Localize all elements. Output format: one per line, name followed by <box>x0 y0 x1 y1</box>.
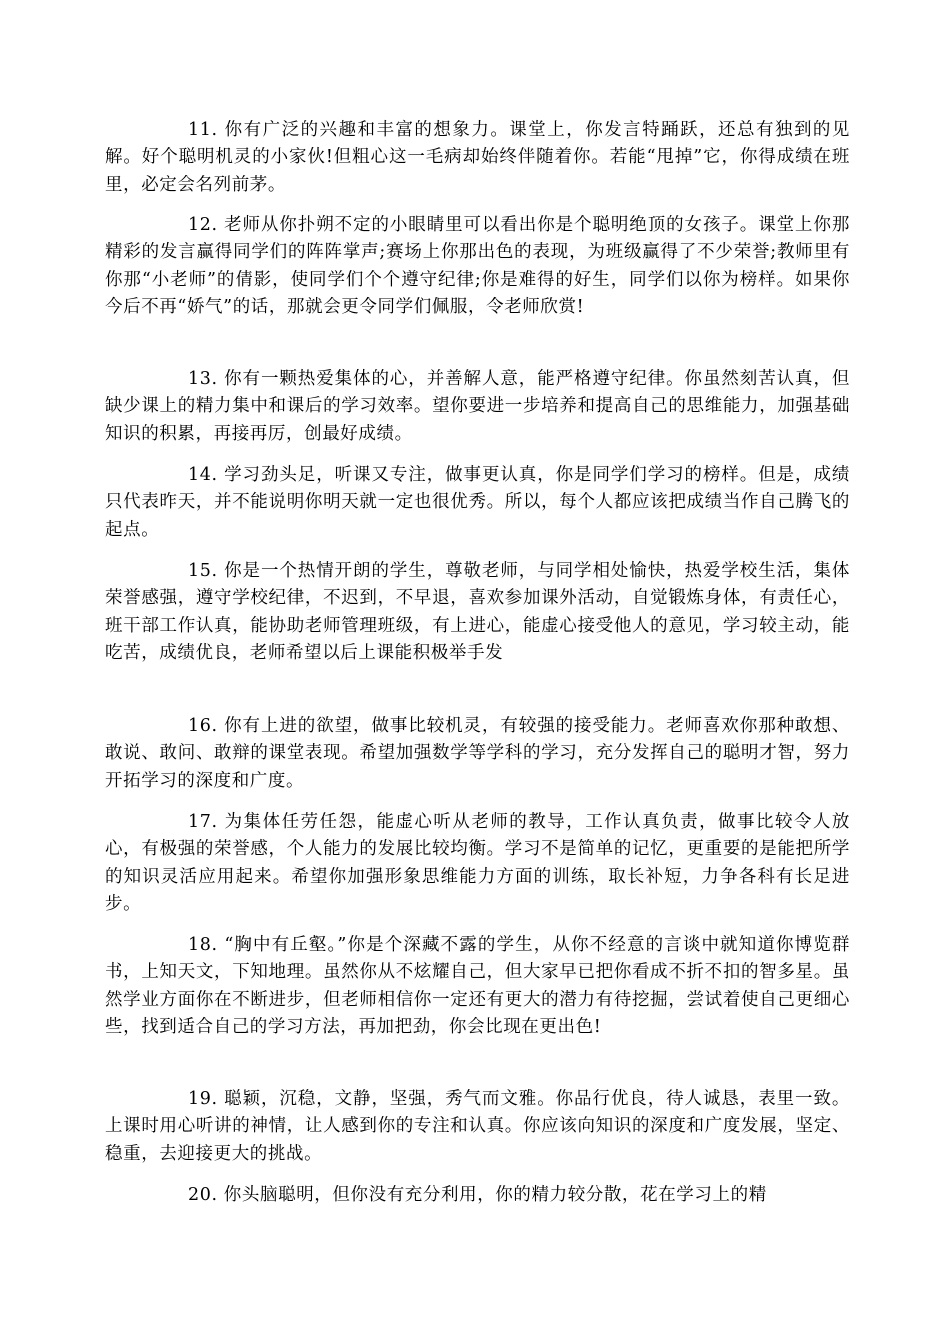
comment-paragraph-17: 17. 为集体任劳任怨，能虚心听从老师的教导，工作认真负责，做事比较令人放心，有极强的荣誉感，个人能力的发展比较均衡。学习不是简单的记忆，更重要的是能把所学的知识灵活应用起来。希望你加强形象思维能力方面的训练，取长补短，力争各科有长足进步。 <box>105 812 850 915</box>
comment-paragraph-12: 12. 老师从你扑朔不定的小眼睛里可以看出你是个聪明绝顶的女孩子。课堂上你那精彩的发言赢得同学们的阵阵掌声;赛场上你那出色的表现，为班级赢得了不少荣誉;教师里有你那“小老师”的倩影，使同学们个个遵守纪律;你是难得的好生，同学们以你为榜样。如果你今后不再“娇气”的话，那就会更令同学们佩服，令老师欣赏! <box>105 215 850 318</box>
comment-paragraph-18: 18. “胸中有丘壑。”你是个深藏不露的学生，从你不经意的言谈中就知道你博览群书，上知天文，下知地理。虽然你从不炫耀自己，但大家早已把你看成不折不扣的智多星。虽然学业方面你在不断进步，但老师相信你一定还有更大的潜力有待挖掘，尝试着使自己更细心些，找到适合自己的学习方法，再加把劲，你会比现在更出色! <box>105 935 850 1038</box>
comment-paragraph-13: 13. 你有一颗热爱集体的心，并善解人意，能严格遵守纪律。你虽然刻苦认真，但缺少课上的精力集中和课后的学习效率。望你要进一步培养和提高自己的思维能力，加强基础知识的积累，再接再厉，创最好成绩。 <box>105 369 850 444</box>
comment-paragraph-14: 14. 学习劲头足，听课又专注，做事更认真，你是同学们学习的榜样。但是，成绩只代表昨天，并不能说明你明天就一定也很优秀。所以，每个人都应该把成绩当作自己腾飞的起点。 <box>105 465 850 540</box>
comment-paragraph-16: 16. 你有上进的欲望，做事比较机灵，有较强的接受能力。老师喜欢你那种敢想、敢说、敢问、敢辩的课堂表现。希望加强数学等学科的学习，充分发挥自己的聪明才智，努力开拓学习的深度和广度。 <box>105 716 850 791</box>
comment-paragraph-19: 19. 聪颖，沉稳，文静，坚强，秀气而文雅。你品行优良，待人诚恳，表里一致。上课时用心听讲的神情，让人感到你的专注和认真。你应该向知识的深度和广度发展，坚定、稳重，去迎接更大的挑战。 <box>105 1089 850 1164</box>
comment-paragraph-15: 15. 你是一个热情开朗的学生，尊敬老师，与同学相处愉快，热爱学校生活，集体荣誉感强，遵守学校纪律，不迟到，不早退，喜欢参加课外活动，自觉锻炼身体，有责任心，班干部工作认真，能协助老师管理班级，有上进心，能虚心接受他人的意见，学习较主动，能吃苦，成绩优良，老师希望以后上课能积极举手发 <box>105 561 850 664</box>
comment-paragraph-11: 11. 你有广泛的兴趣和丰富的想象力。课堂上，你发言特踊跃，还总有独到的见解。好个聪明机灵的小家伙!但粗心这一毛病却始终伴随着你。若能“甩掉”它，你得成绩在班里，必定会名列前茅。 <box>105 120 850 195</box>
comment-paragraph-20: 20. 你头脑聪明，但你没有充分利用，你的精力较分散，花在学习上的精 <box>188 1185 767 1205</box>
